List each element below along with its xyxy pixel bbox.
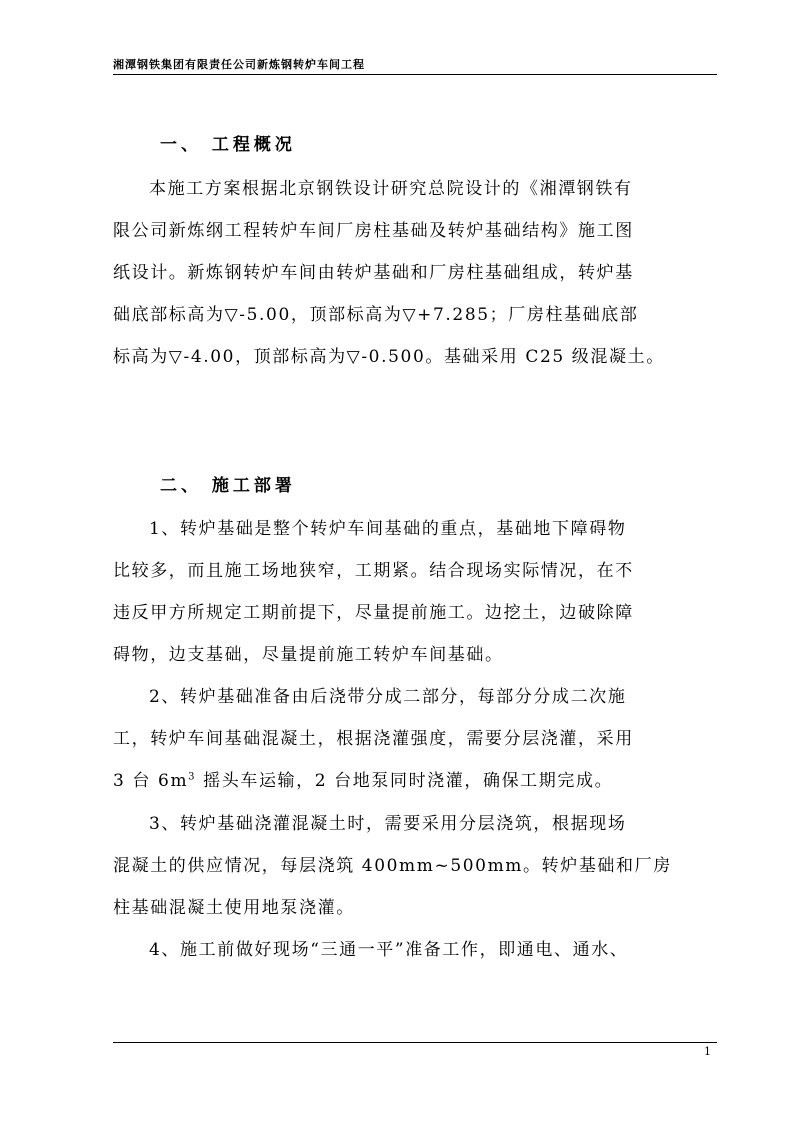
section-heading-deployment: 二、 施工部署 — [160, 476, 296, 496]
deployment-paragraph-2 — [113, 676, 717, 802]
text-line: 4、施工前做好现场“三通一平”准备工作，即通电、通水、 — [149, 940, 629, 960]
text-fragment: 摇头车运输，2 台地泵同时浇灌，确保工期完成。 — [196, 771, 614, 791]
footer-rule — [113, 1042, 717, 1043]
text-line: 2、转炉基础准备由后浇带分成二部分，每部分分成二次施 — [149, 687, 627, 707]
text-line: 混凝土的供应情况，每层浇筑 400mm~500mm。转炉基础和厂房 — [113, 856, 672, 876]
text-line: 违反甲方所规定工期前提下，尽量提前施工。边挖土，边破除障 — [113, 603, 634, 623]
text-line: 3、转炉基础浇灌混凝土时，需要采用分层浇筑，根据现场 — [149, 814, 627, 834]
text-line: 限公司新炼纲工程转炉车间厂房柱基础及转炉基础结构》施工图 — [113, 221, 634, 241]
text-fragment: 3 台 6m — [113, 771, 189, 791]
superscript: 3 — [188, 771, 197, 783]
section-heading-overview: 一、 工程概况 — [160, 135, 296, 155]
deployment-paragraph-3 — [113, 803, 717, 929]
deployment-paragraph-4 — [113, 929, 717, 971]
text-line: 本施工方案根据北京钢铁设计研究总院设计的《湘潭钢铁有 — [149, 179, 633, 199]
page-number: 1 — [704, 1045, 711, 1058]
text-line: 纸设计。新炼钢转炉车间由转炉基础和厂房柱基础组成，转炉基 — [113, 263, 634, 283]
text-line: 础底部标高为▽-5.00，顶部标高为▽+7.285；厂房柱基础底部 — [113, 305, 639, 325]
text-line: 1、转炉基础是整个转炉车间基础的重点，基础地下障碍物 — [149, 519, 627, 539]
text-line: 碍物，边支基础，尽量提前施工转炉车间基础。 — [113, 645, 504, 665]
text-line — [113, 760, 717, 802]
text-line: 柱基础混凝土使用地泵浇灌。 — [113, 898, 355, 918]
overview-paragraph — [113, 168, 717, 378]
text-line: 标高为▽-4.00，顶部标高为▽-0.500。基础采用 C25 级混凝土。 — [113, 347, 665, 367]
page-header-title: 湘潭钢铁集团有限责任公司新炼钢转炉车间工程 — [113, 58, 365, 71]
deployment-paragraph-1 — [113, 508, 717, 676]
text-line: 工，转炉车间基础混凝土，根据浇灌强度，需要分层浇灌，采用 — [113, 729, 634, 749]
text-line: 比较多，而且施工场地狭窄，工期紧。结合现场实际情况，在不 — [113, 561, 634, 581]
header-rule — [113, 74, 717, 75]
